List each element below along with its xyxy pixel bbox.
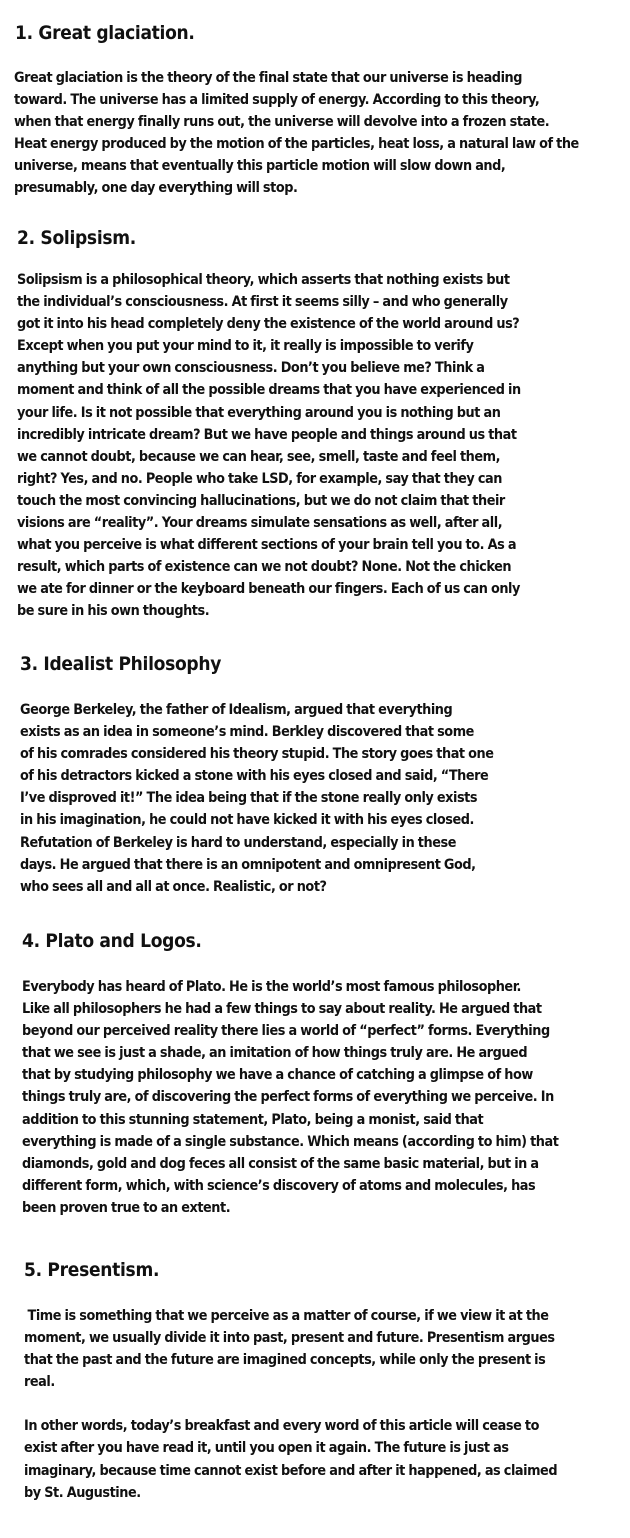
section-paragraph [17, 269, 521, 623]
section-paragraph [24, 1305, 557, 1504]
text-line: of his detractors kicked a stone with his eyes closed and said, “There [20, 768, 489, 785]
section-paragraph [20, 699, 494, 898]
text-line: Heat energy produced by the motion of the particles, heat loss, a natural law of the [14, 136, 579, 153]
text-line: Great glaciation is the theory of the final state that our universe is heading [14, 70, 522, 86]
text-line: in his imagination, he could not have kicked it with his eyes closed. [20, 812, 474, 829]
text-line: everything is made of a single substance. Which means (according to him) that [22, 1133, 559, 1150]
text-line: we ate for dinner or the keyboard beneath our fingers. Each of us can only [17, 581, 520, 598]
paragraph-gap [24, 1393, 557, 1415]
section-solipsism [17, 226, 136, 250]
text-line: diamonds, gold and dog feces all consist of the same basic material, but in a [22, 1155, 539, 1172]
section-idealist-philosophy-body [20, 699, 494, 898]
section-idealist-philosophy [20, 652, 221, 676]
section-great-glaciation-body [14, 67, 579, 200]
section-paragraph [14, 67, 579, 200]
text-line: In other words, today’s breakfast and every word of this article will cease to [24, 1418, 540, 1435]
text-line: we cannot doubt, because we can hear, see, smell, taste and feel them, [17, 448, 501, 465]
section-plato-and-logos [22, 929, 202, 953]
section-heading: 3. Idealist Philosophy [20, 653, 222, 675]
section-presentism-body [24, 1305, 557, 1504]
section-plato-and-logos-body [22, 976, 558, 1219]
text-line: that we see is just a shade, an imitation of how things truly are. He argued [22, 1045, 528, 1062]
section-great-glaciation [15, 21, 195, 45]
text-line: of his comrades considered his theory stupid. The story goes that one [20, 746, 494, 763]
text-line: Refutation of Berkeley is hard to understand, especially in these [20, 834, 456, 851]
text-line: that the past and the future are imagined concepts, while only the present is [24, 1352, 546, 1369]
text-line: be sure in his own thoughts. [17, 603, 210, 620]
text-line: beyond our perceived reality there lies a world of “perfect” forms. Everything [22, 1023, 550, 1040]
text-line: moment and think of all the possible dreams that you have experienced in [17, 382, 521, 399]
section-heading: 5. Presentism. [24, 1259, 160, 1281]
text-line: got it into his head completely deny the existence of the world around us? [17, 316, 520, 333]
text-line: Everybody has heard of Plato. He is the world’s most famous philosopher. [22, 979, 521, 995]
text-line: result, which parts of existence can we not doubt? None. Not the chicken [17, 559, 512, 576]
text-line: right? Yes, and no. People who take LSD, for example, say that they can [17, 470, 502, 487]
text-line: different form, which, with science’s discovery of atoms and molecules, has [22, 1177, 536, 1194]
text-line: things truly are, of discovering the perfect forms of everything we perceive. In [22, 1089, 554, 1106]
text-line: addition to this stunning statement, Plato, being a monist, said that [22, 1111, 484, 1128]
text-line: been proven true to an extent. [22, 1199, 231, 1216]
text-line: by St. Augustine. [24, 1484, 141, 1501]
text-line: who sees all and all at once. Realistic, or not? [20, 878, 327, 895]
section-heading: 4. Plato and Logos. [22, 930, 202, 952]
text-line: the individual’s consciousness. At first it seems silly – and who generally [17, 294, 508, 311]
text-line: Like all philosophers he had a few things to say about reality. He argued that [22, 1001, 542, 1018]
text-line: days. He argued that there is an omnipotent and omnipresent God, [20, 856, 476, 873]
text-line: presumably, one day everything will stop. [14, 180, 298, 197]
text-line: moment, we usually divide it into past, present and future. Presentism argues [24, 1330, 555, 1347]
text-line: exists as an idea in someone’s mind. Berkley discovered that some [20, 724, 474, 741]
text-line: incredibly intricate dream? But we have people and things around us that [17, 426, 517, 443]
text-line: that by studying philosophy we have a chance of catching a glimpse of how [22, 1067, 533, 1084]
text-line: anything but your own consciousness. Don’t you believe me? Think a [17, 360, 485, 377]
text-line: George Berkeley, the father of Idealism, argued that everything [20, 702, 453, 718]
text-line: touch the most convincing hallucinations, but we do not claim that their [17, 492, 505, 509]
text-line: exist after you have read it, until you open it again. The future is just as [24, 1440, 509, 1457]
text-line: Solipsism is a philosophical theory, which asserts that nothing exists but [17, 272, 510, 288]
text-line: I’ve disproved it!” The idea being that if the stone really only exists [20, 790, 478, 807]
section-solipsism-body [17, 269, 521, 623]
text-line: toward. The universe has a limited supply of energy. According to this theory, [14, 92, 540, 109]
text-line: Time is something that we perceive as a matter of course, if we view it at the [24, 1308, 549, 1324]
text-line: when that energy finally runs out, the universe will devolve into a frozen state. [14, 114, 550, 131]
section-presentism [24, 1258, 159, 1282]
section-heading: 2. Solipsism. [17, 227, 136, 249]
text-line: visions are “reality”. Your dreams simulate sensations as well, after all, [17, 515, 503, 532]
text-line: what you perceive is what different sections of your brain tell you to. As a [17, 537, 517, 554]
text-line: Except when you put your mind to it, it really is impossible to verify [17, 338, 474, 355]
section-heading: 1. Great glaciation. [15, 22, 195, 44]
section-paragraph [22, 976, 558, 1219]
text-line: your life. Is it not possible that everything around you is nothing but an [17, 404, 501, 421]
text-line: real. [24, 1374, 55, 1391]
text-line: universe, means that eventually this particle motion will slow down and, [14, 158, 506, 175]
text-line: imaginary, because time cannot exist before and after it happened, as claimed [24, 1462, 558, 1479]
